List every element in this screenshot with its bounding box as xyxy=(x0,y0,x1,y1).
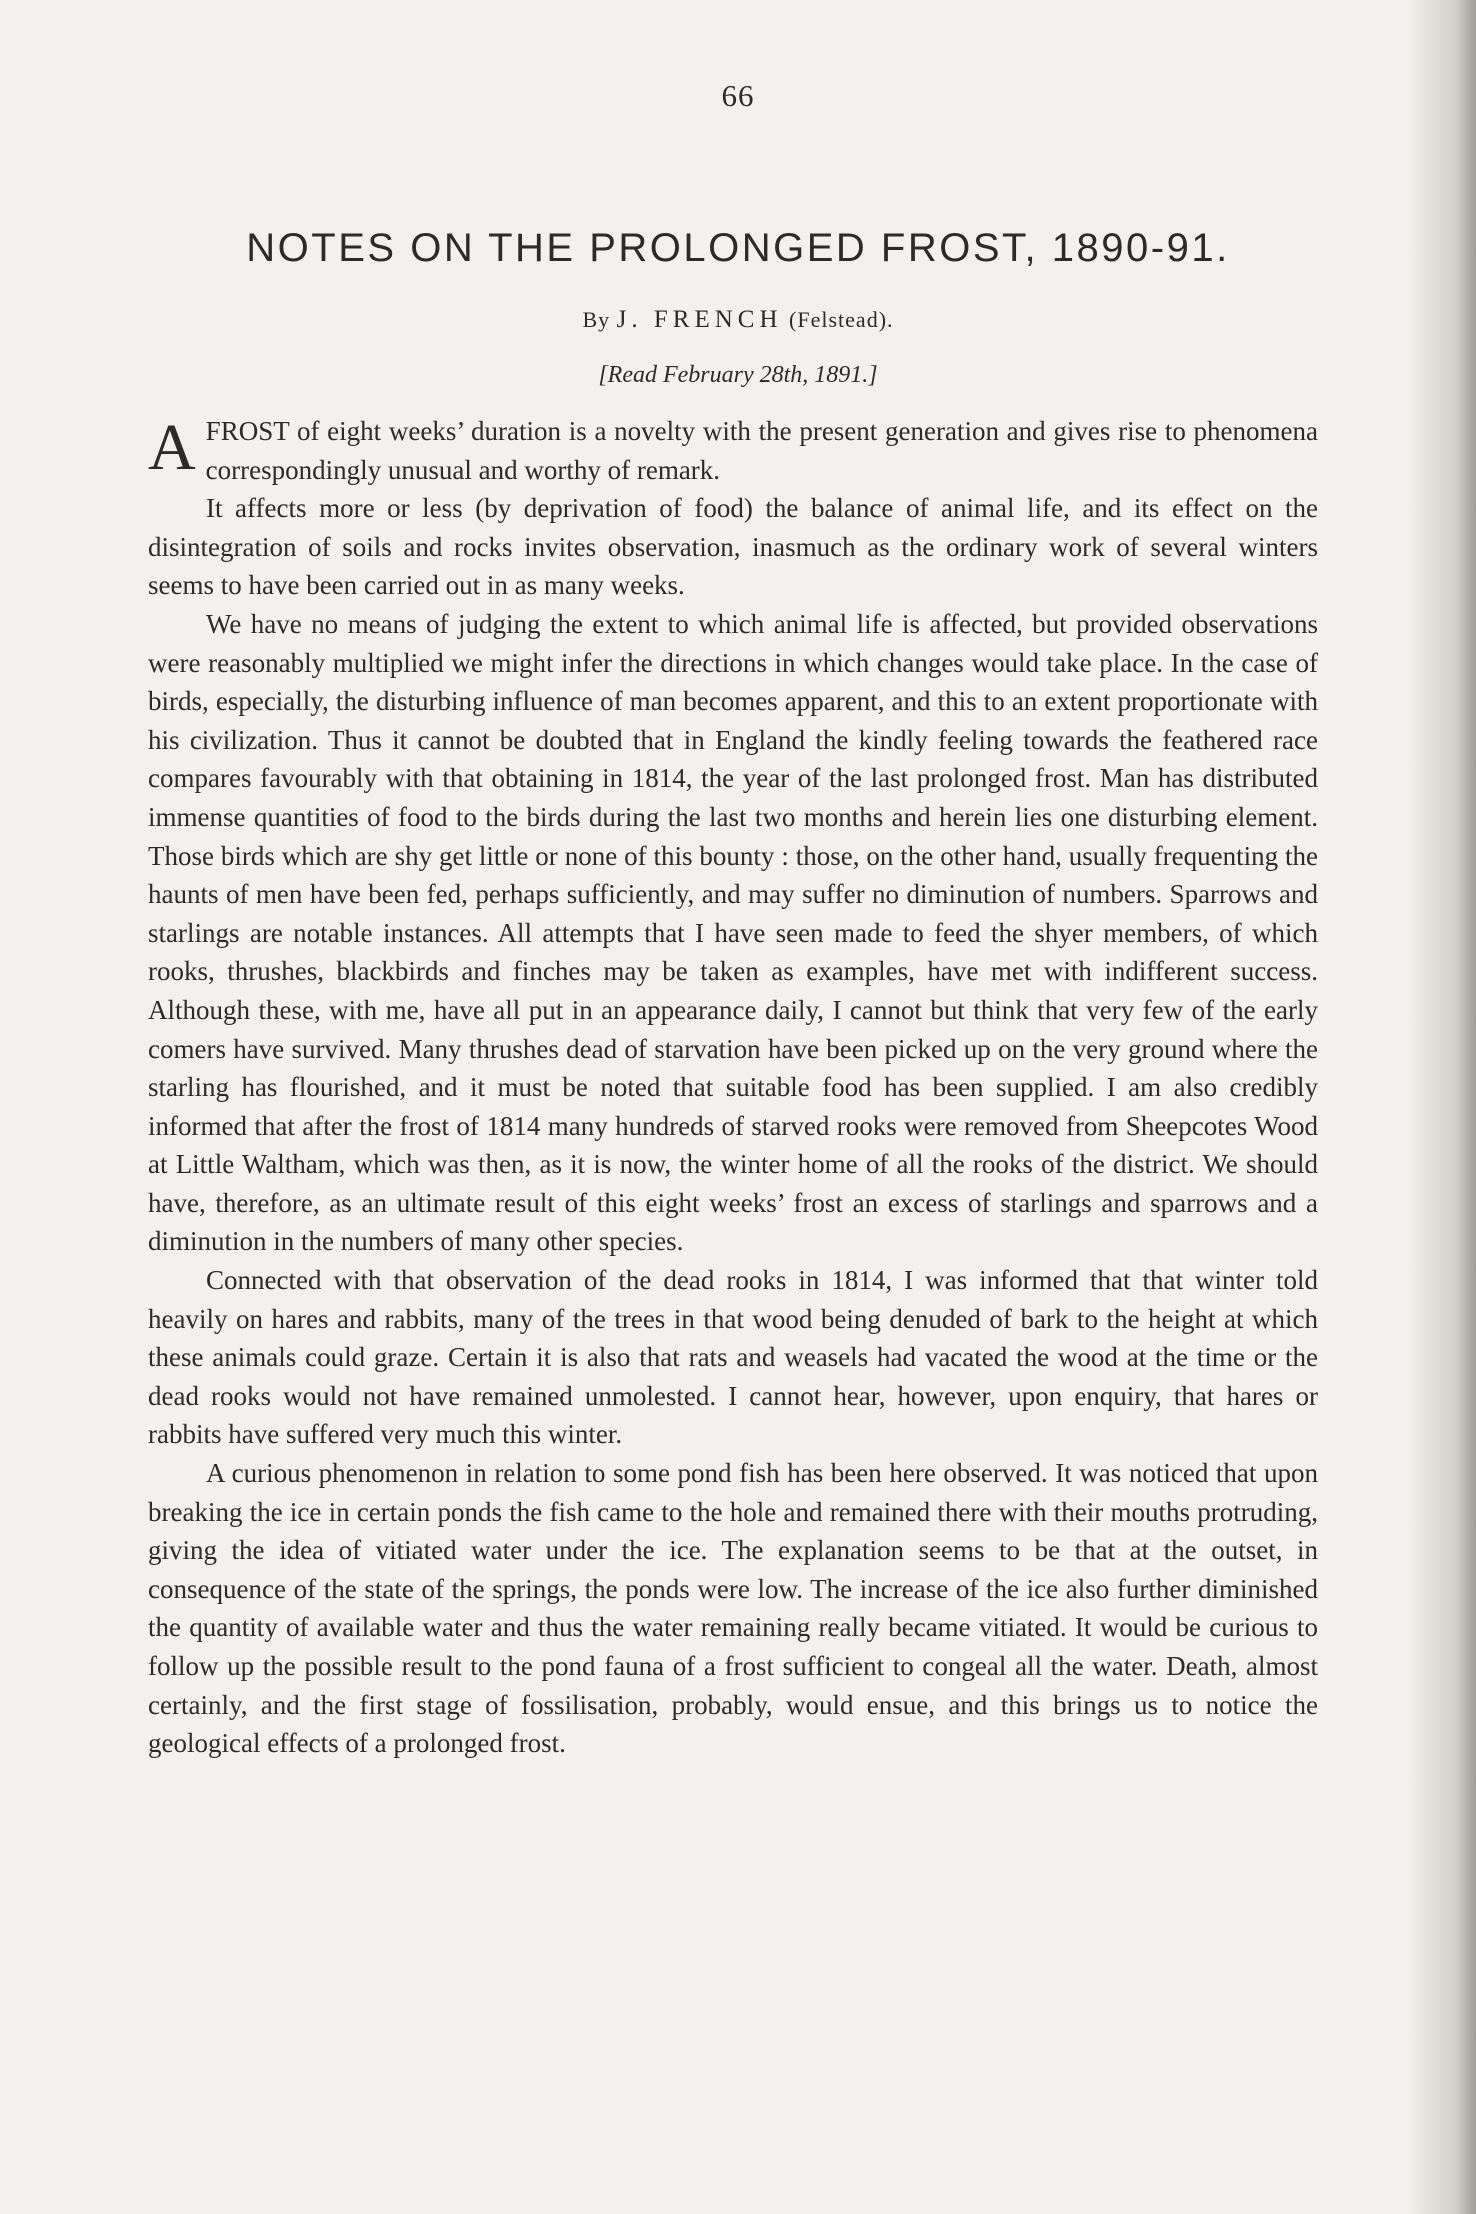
paragraph: We have no means of judging the extent to which animal life is affected, but provided observations were reasonably multiplied we might infer the directions in which changes would take place. In the case of birds, especially, the disturbing influence of man becomes apparent, and this to an extent proportionate with his civilization. Thus it cannot be doubted that in England the kindly feeling towards the feathered race compares favourably with that obtaining in 1814, the year of the last prolonged frost. Man has distributed immense quantities of food to the birds during the last two months and herein lies one disturbing element. Those birds which are shy get little or none of this bounty : those, on the other hand, usually frequenting the haunts of men have been fed, perhaps sufficiently, and may suffer no diminution of numbers. Sparrows and starlings are notable instances. All attempts that I have seen made to feed the shyer members, of which rooks, thrushes, blackbirds and finches may be taken as examples, have met with indifferent success. Although these, with me, have all put in an appearance daily, I cannot but think that very few of the early comers have survived. Many thrushes dead of starvation have been picked up on the very ground where the starling has flourished, and it must be noted that suitable food has been supplied. I am also credibly informed that after the frost of 1814 many hundreds of starved rooks were removed from Sheepcotes Wood at Little Waltham, which was then, as it is now, the winter home of all the rooks of the district. We should have, therefore, as an ultimate result of this eight weeks’ frost an excess of starlings and sparrows and a diminution in the numbers of many other species. xyxy=(148,608,1318,1257)
drop-cap: A xyxy=(148,411,196,484)
paragraph xyxy=(148,412,1318,489)
author-name: J. FRENCH xyxy=(616,306,783,333)
article-body xyxy=(148,412,1318,1763)
byline xyxy=(0,306,1476,334)
read-date: [Read February 28th, 1891.] xyxy=(598,362,878,388)
page-number: 66 xyxy=(721,78,755,113)
paragraph: Connected with that observation of the dead rooks in 1814, I was informed that that winter told heavily on hares and rabbits, many of the trees in that wood being denuded of bark to the height at which these animals could graze. Certain it is also that rats and weasels had vacated the wood at the time or the dead rooks would not have remained unmolested. I cannot hear, however, upon enquiry, that hares or rabbits have suffered very much this winter. xyxy=(148,1265,1318,1450)
paragraph: It affects more or less (by deprivation of food) the balance of animal life, and its effect on the disintegration of soils and rocks invites observation, inasmuch as the ordinary work of several winters seems to have been carried out in as many weeks. xyxy=(148,493,1318,601)
author-affiliation: (Felstead). xyxy=(789,307,894,332)
paragraph-text: FROST of eight weeks’ duration is a novelty with the present generation and gives rise to phenomena correspondingly unusual and worthy of remark. xyxy=(205,416,1318,485)
article-title: NOTES ON THE PROLONGED FROST, 1890-91. xyxy=(246,226,1230,270)
byline-prefix: By xyxy=(582,307,611,332)
paragraph: A curious phenomenon in relation to some pond fish has been here observed. It was noticed that upon breaking the ice in certain ponds the fish came to the hole and remained there with their mouths protruding, giving the idea of vitiated water under the ice. The explanation seems to be that at the outset, in consequence of the state of the springs, the ponds were low. The increase of the ice also further diminished the quantity of available water and thus the water remaining really became vitiated. It would be curious to follow up the possible result to the pond fauna of a frost sufficient to congeal all the water. Death, almost certainly, and the first stage of fossilisation, probably, would ensue, and this brings us to notice the geological effects of a prolonged frost. xyxy=(148,1458,1318,1759)
